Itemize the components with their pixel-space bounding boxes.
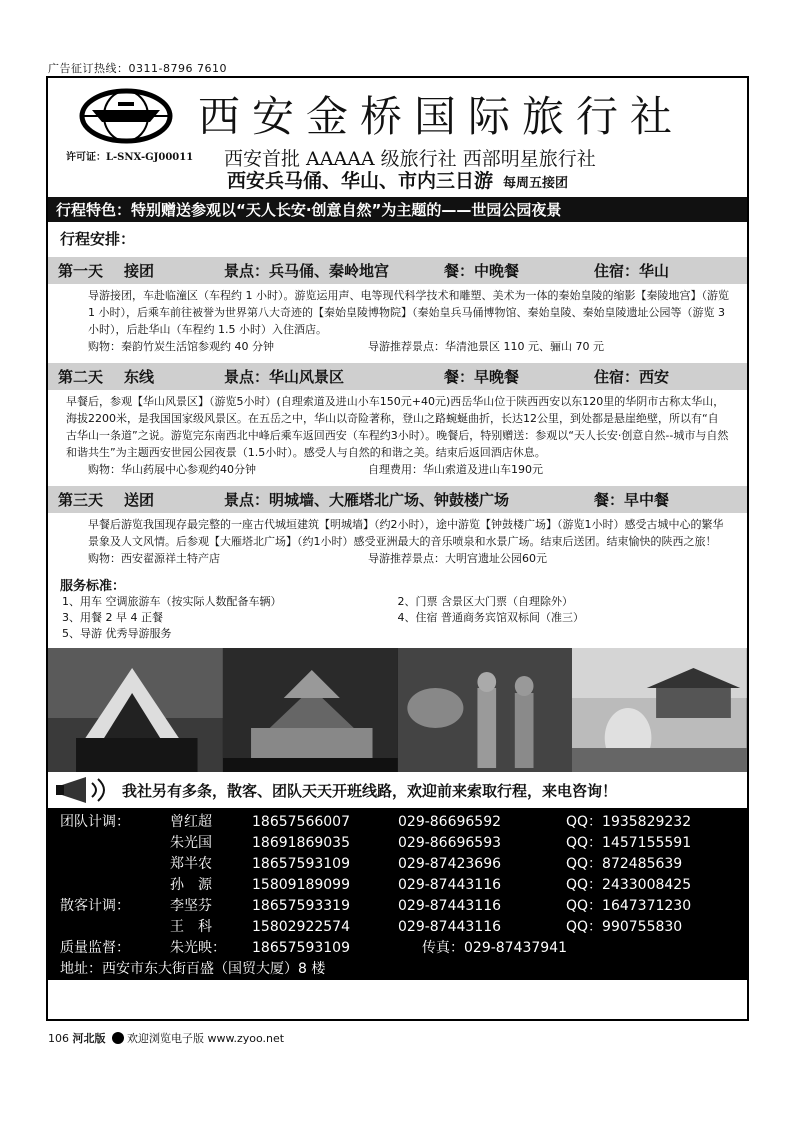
contact-name: 朱光国	[170, 835, 212, 851]
address-row	[60, 959, 747, 980]
day-3-number: 第三天	[58, 491, 104, 509]
contact-label	[60, 917, 170, 938]
day-1-meals: 餐：中晚餐	[444, 262, 520, 280]
palace-photo	[572, 648, 747, 772]
contact-tel: 029-87443116	[398, 898, 502, 914]
license-number: 许可证：L-SNX-GJ00011	[66, 152, 194, 163]
quality-row	[60, 938, 747, 959]
day-1-type: 接团	[124, 262, 155, 280]
contact-tel: 029-87423696	[398, 856, 502, 872]
day-2-description: 早餐后，参观【华山风景区】（游览5小时）(自理索道及进山小车150元+40元)西岳华山位于陕西西安以东120里的华阴市古称太华山，海拔2200米，是我国国家级风景区。在五岳之中，华山以奇险著称，登山之路蜿蜒曲折，长达12公里，到处都是悬崖绝壁，所以有“自古华山一条道”之说。游览完东南西北中峰后乘车返回西安（车程约3小时）。晚餐后，特别赠送：参观以“天人长安·创意自然--城市与自然和谐共生”为主题西安世园公园夜景（1.5小时）。感受人与自然的和谐之美。结束后返回酒店休息。	[66, 395, 729, 459]
contact-row	[60, 896, 747, 917]
contacts-panel	[48, 808, 747, 980]
edition-region: 河北版	[72, 1032, 106, 1045]
contact-mobile: 18657593109	[252, 856, 350, 872]
standard-item: 3、用餐 2 早 4 正餐	[62, 611, 163, 624]
contact-name: 王 科	[170, 919, 212, 935]
contact-qq: QQ：1647371230	[566, 898, 692, 914]
day-2-extra: 自理费用：华山索道及进山车190元	[368, 463, 543, 476]
contact-row	[60, 833, 747, 854]
day-3-extra: 导游推荐景点：大明宫遗址公园60元	[368, 552, 547, 565]
day-3-description: 早餐后游览我国现存最完整的一座古代城垣建筑【明城墙】（约2小时），途中游览【钟鼓楼广场】（游览1小时）感受古城中心的繁华景象及人文风情。后参观【大雁塔北广场】（约1小时）感受亚洲最大的音乐喷泉和水景广场。结束后送团。结束愉快的陕西之旅！	[88, 518, 724, 548]
day-2-type: 东线	[124, 368, 155, 386]
quality-label: 质量监督：	[60, 940, 130, 956]
contact-name: 孙 源	[170, 877, 212, 893]
contact-mobile: 15809189099	[252, 877, 350, 893]
day-2-shopping-line	[48, 461, 747, 480]
magazine-logo-icon	[112, 1032, 124, 1044]
day-2-bar	[48, 363, 747, 390]
slogan-text: 我社另有多条，散客、团队天天开班线路，欢迎前来索取行程，来电咨询！	[122, 781, 618, 800]
day-2-shopping: 购物：华山药展中心参观约40分钟	[88, 463, 256, 476]
quality-name: 朱光映：	[170, 940, 226, 956]
ad-hotline: 广告征订热线：0311-8796 7610	[48, 62, 227, 75]
day-1-number: 第一天	[58, 262, 104, 280]
tour-schedule: 每周五接团	[503, 176, 569, 191]
contact-qq: QQ：872485639	[566, 856, 683, 872]
globe-logo-icon	[78, 88, 174, 144]
agency-slogan: 西安首批 AAAAA 级旅行社 西部明星旅行社	[224, 148, 596, 170]
contact-row	[60, 917, 747, 938]
standard-item: 1、用车 空调旅游车（按实际人数配备车辆）	[62, 595, 282, 608]
contact-name: 李坚芬	[170, 898, 212, 914]
contact-tel: 029-86696593	[398, 835, 502, 851]
contact-tel: 029-86696592	[398, 814, 502, 830]
contact-qq: QQ：2433008425	[566, 877, 692, 893]
contact-tel: 029-87443116	[398, 877, 502, 893]
contact-qq: QQ：1457155591	[566, 835, 692, 851]
header	[48, 78, 747, 170]
contact-name: 曾红超	[170, 814, 212, 830]
standards-list	[48, 594, 747, 642]
day-2-meals: 餐：早晚餐	[444, 368, 520, 386]
standard-item: 5、导游 优秀导游服务	[62, 627, 172, 640]
contact-label	[60, 833, 170, 854]
contact-row	[60, 854, 747, 875]
day-1-shopping: 购物：秦韵竹炭生活馆参观约 40 分钟	[88, 340, 274, 353]
contact-row	[60, 812, 747, 833]
advert-frame	[46, 76, 749, 1021]
contact-label: 团队计调：	[60, 814, 130, 830]
contact-mobile: 18691869035	[252, 835, 350, 851]
standard-item: 2、门票 含景区大门票（自理除外）	[397, 595, 573, 608]
contact-qq: QQ：1935829232	[566, 814, 692, 830]
day-2-spots: 景点：华山风景区	[224, 368, 345, 386]
day-2-number: 第二天	[58, 368, 104, 386]
day-1-extra: 导游推荐景点：华清池景区 110 元、骊山 70 元	[368, 340, 604, 353]
quality-mobile: 18657593109	[252, 940, 350, 956]
page-footer	[48, 1030, 284, 1046]
day-1-hotel: 住宿：华山	[594, 262, 670, 280]
day-3-meals: 餐：早中餐	[594, 491, 670, 509]
day-3-type: 送团	[124, 491, 155, 509]
tour-feature: 行程特色：特别赠送参观以“天人长安·创意自然”为主题的——世园公园夜景	[48, 197, 747, 222]
contact-label	[60, 854, 170, 875]
day-2-hotel: 住宿：西安	[594, 368, 670, 386]
day-3-shopping-line	[48, 550, 747, 569]
address: 地址：西安市东大街百盛（国贸大厦）8 楼	[60, 961, 326, 977]
standards-title: 服务标准：	[60, 579, 126, 594]
footer-text: 欢迎浏览电子版 www.zyoo.net	[127, 1032, 285, 1045]
day-1-shopping-line	[48, 338, 747, 357]
contact-row	[60, 875, 747, 896]
contact-mobile: 18657566007	[252, 814, 350, 830]
quality-fax: 传真：029-87437941	[422, 940, 568, 956]
day-3-bar	[48, 486, 747, 513]
slogan-bar	[48, 772, 747, 808]
terracotta-warriors-photo	[398, 648, 573, 772]
tour-title: 西安兵马俑、华山、市内三日游	[226, 170, 493, 192]
contact-name: 郑半农	[170, 856, 212, 872]
day-1-spots: 景点：兵马俑、秦岭地宫	[224, 262, 390, 280]
day-3-spots: 景点：明城墙、大雁塔北广场、钟鼓楼广场	[224, 491, 510, 509]
contact-label	[60, 875, 170, 896]
contact-mobile: 18657593319	[252, 898, 350, 914]
day-1-description: 导游接团，车赴临潼区（车程约 1 小时）。游览运用声、电等现代科学技术和雕塑、美术为一体的秦始皇陵的缩影【秦陵地宫】（游览 1 小时），后乘车前往被誉为世界第八大奇迹的【秦始皇陵博物院】（秦始皇兵马俑博物馆、秦始皇陵、秦始皇陵遗址公园等（游览 3 小时），后赴华山（车程约 1.5 小时）入住酒店。	[88, 289, 729, 336]
museum-photo	[48, 648, 223, 772]
itinerary-label: 行程安排：	[60, 230, 136, 248]
agency-name: 西安金桥国际旅行社	[198, 92, 685, 141]
megaphone-icon	[56, 775, 112, 805]
day-3-shopping: 购物：西安翟源祥土特产店	[88, 552, 220, 565]
contact-mobile: 15802922574	[252, 919, 350, 935]
page-number: 106	[48, 1031, 69, 1045]
day-1-bar	[48, 257, 747, 284]
standard-item: 4、住宿 普通商务宾馆双标间（准三）	[397, 611, 584, 624]
contact-label: 散客计调：	[60, 898, 130, 914]
contact-qq: QQ：990755830	[566, 919, 683, 935]
photo-strip	[48, 648, 747, 772]
bell-tower-photo	[223, 648, 398, 772]
contact-tel: 029-87443116	[398, 919, 502, 935]
